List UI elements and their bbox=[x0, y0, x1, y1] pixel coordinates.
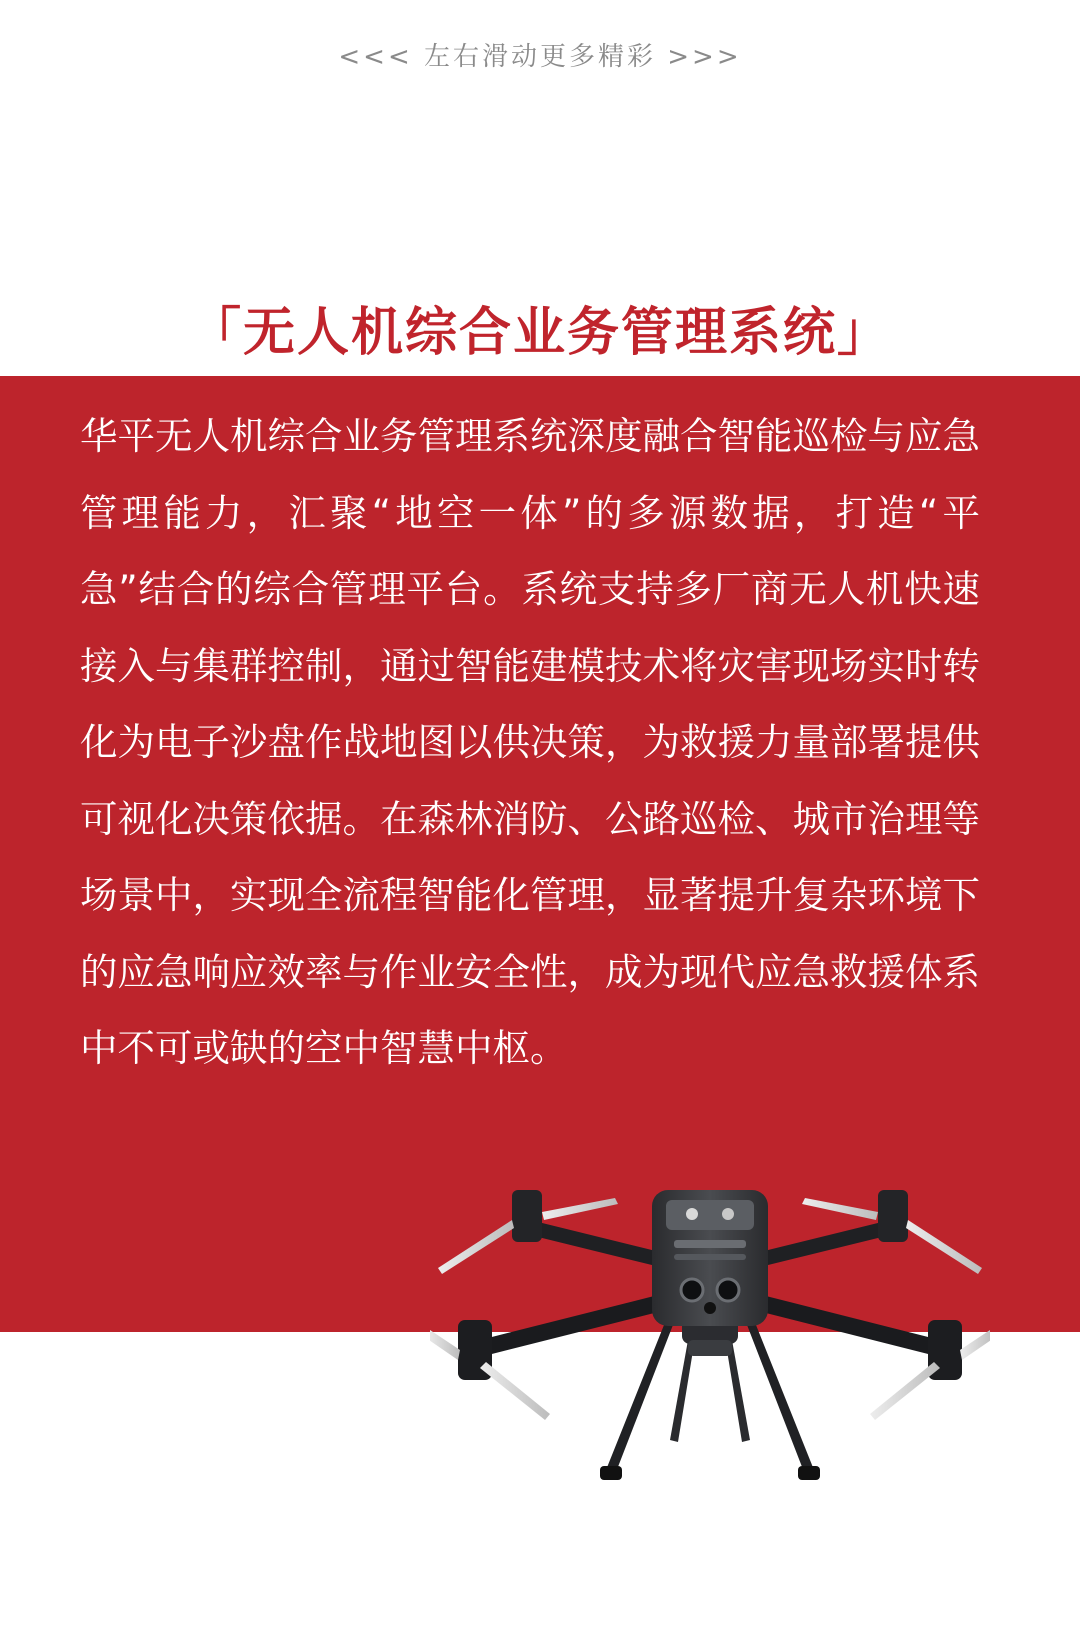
system-description: 华平无人机综合业务管理系统深度融合智能巡检与应急管理能力，汇聚“地空一体”的多源数据，打造“平急”结合的综合管理平台。系统支持多厂商无人机快速接入与集群控制，通过智能建模技术将灾害现场实时转化为电子沙盘作战地图以供决策，为救援力量部署提供可视化决策依据。在森林消防、公路巡检、城市治理等场景中，实现全流程智能化管理，显著提升复杂环境下的应急响应效率与作业安全性，成为现代应急救援体系中不可或缺的空中智慧中枢。 bbox=[80, 414, 980, 1070]
drone-image bbox=[430, 1190, 990, 1490]
swipe-hint: <<< 左右滑动更多精彩 >>> bbox=[338, 42, 742, 72]
section-title: 「无人机综合业务管理系统」 bbox=[188, 303, 891, 363]
